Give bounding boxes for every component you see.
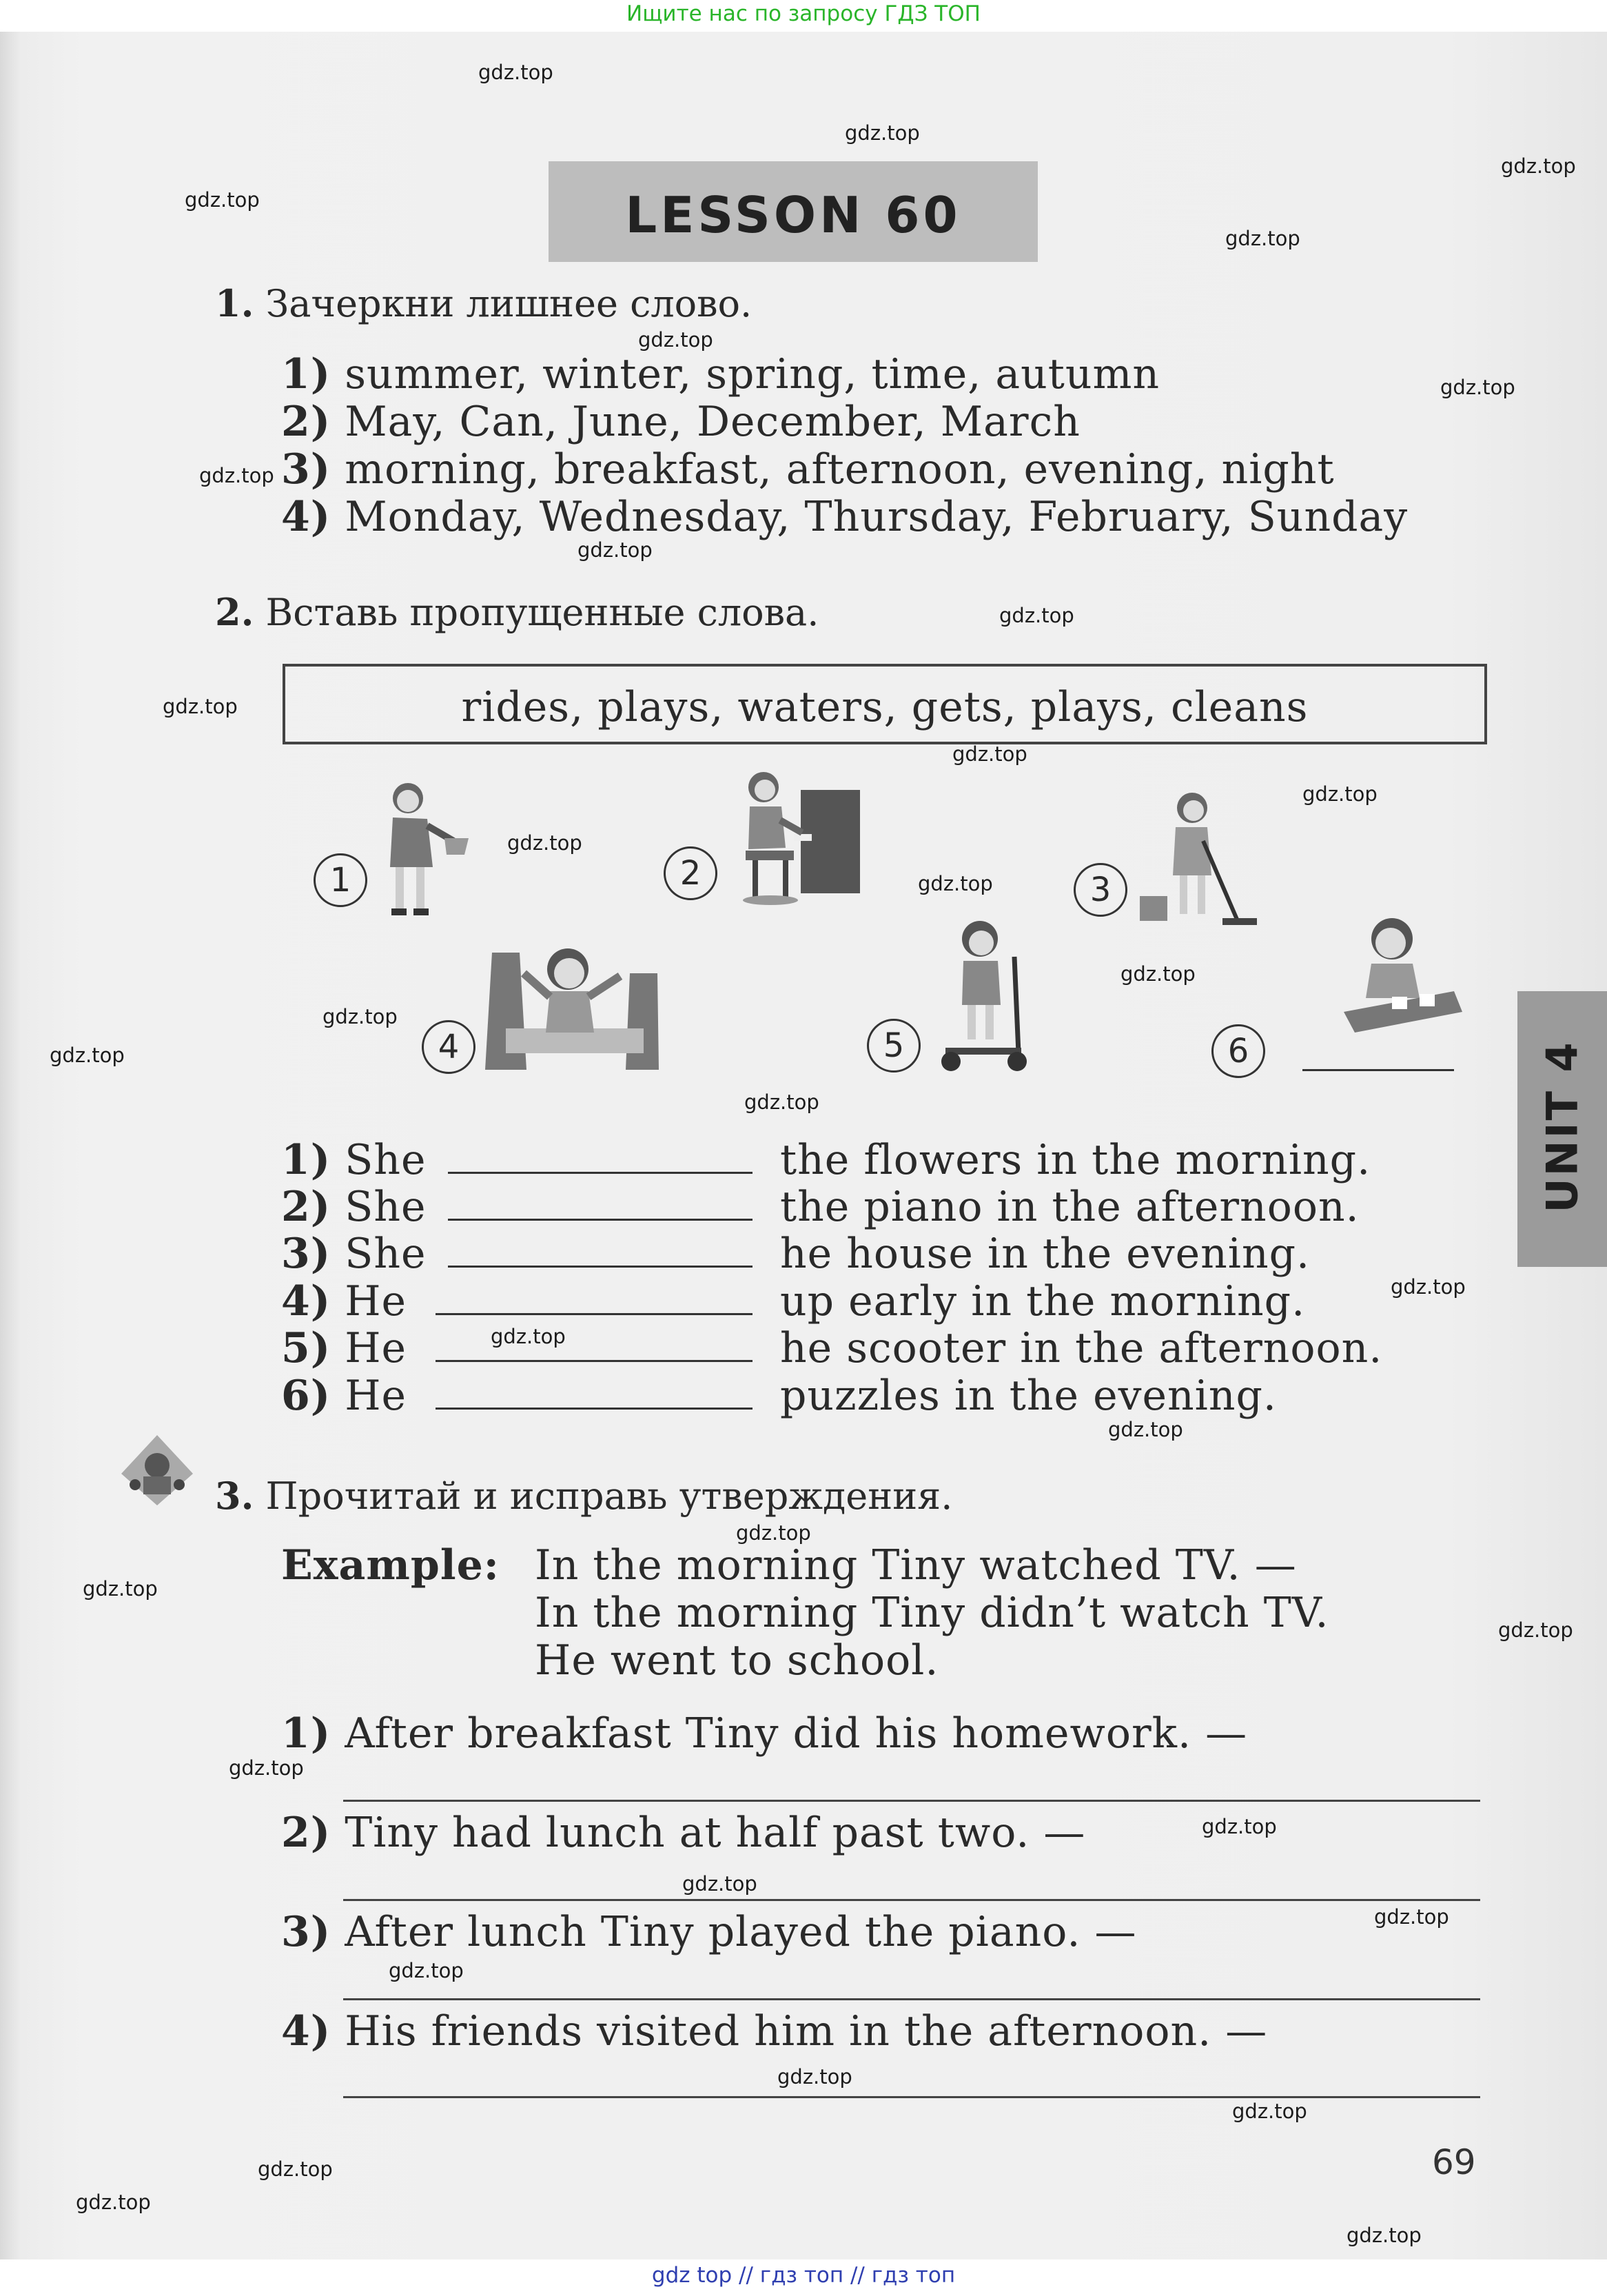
- watermark: gdz.top: [389, 1959, 464, 1982]
- answer-blank[interactable]: [448, 1172, 753, 1174]
- watermark: gdz.top: [1501, 154, 1576, 178]
- boy-doing-puzzles-illustration: [1316, 908, 1468, 1046]
- task2-item: [281, 1277, 407, 1325]
- picture-number-3: 3: [1074, 863, 1127, 917]
- item-subject: She: [345, 1136, 427, 1184]
- task3-item: [281, 1908, 1137, 1956]
- answer-line[interactable]: [343, 1899, 1480, 1901]
- watermark: gdz.top: [258, 2157, 333, 2181]
- watermark: gdz.top: [736, 1521, 811, 1545]
- watermark: gdz.top: [323, 1005, 398, 1028]
- item-rest: up early in the morning.: [780, 1277, 1306, 1325]
- item-number: 5): [281, 1324, 331, 1372]
- answer-line[interactable]: [343, 2096, 1480, 2098]
- watermark: gdz.top: [1108, 1418, 1183, 1441]
- item-text: His friends visited him in the afternoon. —: [345, 2007, 1268, 2055]
- item-text: May, Can, June, December, March: [345, 398, 1081, 446]
- item-rest: the flowers in the morning.: [780, 1136, 1371, 1184]
- watermark: gdz.top: [491, 1325, 566, 1348]
- task1-title: Зачеркни лишнее слово.: [265, 282, 753, 325]
- top-banner: [0, 0, 1607, 32]
- watermark: gdz.top: [507, 831, 582, 855]
- answer-blank[interactable]: [436, 1313, 753, 1315]
- task2-item: [281, 1136, 426, 1184]
- task3-item: [281, 2007, 1267, 2055]
- item-rest: puzzles in the evening.: [780, 1372, 1277, 1420]
- item-number: 6): [281, 1372, 331, 1420]
- task2-number: 2.: [215, 590, 254, 634]
- task3-title: Прочитай и исправь утверждения.: [265, 1474, 953, 1518]
- item-subject: He: [345, 1372, 407, 1420]
- watermark: gdz.top: [185, 188, 260, 212]
- task1-number: 1.: [215, 281, 254, 325]
- task1-item: [281, 445, 1335, 494]
- item-number: 4): [281, 493, 331, 541]
- boy-riding-scooter-illustration: [932, 915, 1035, 1074]
- task3-heading: [215, 1474, 952, 1518]
- item-text: morning, breakfast, afternoon, evening, night: [345, 445, 1335, 494]
- watermark: gdz.top: [744, 1090, 819, 1114]
- item-text: Monday, Wednesday, Thursday, February, Sunday: [345, 493, 1409, 541]
- watermark: gdz.top: [999, 604, 1074, 627]
- item-number: 2): [281, 1183, 331, 1231]
- watermark: gdz.top: [478, 61, 553, 84]
- task1-item: [281, 398, 1081, 446]
- picture-number-6: 6: [1211, 1024, 1265, 1078]
- boy-getting-up-illustration: [478, 925, 664, 1084]
- robot-tiny-icon: [116, 1432, 198, 1508]
- word-bank-text: rides, plays, waters, gets, plays, cleans: [461, 683, 1309, 731]
- watermark: gdz.top: [682, 1872, 757, 1896]
- task3-number: 3.: [215, 1474, 254, 1518]
- girl-cleaning-illustration: [1134, 786, 1258, 931]
- watermark: gdz.top: [50, 1044, 125, 1067]
- lesson-header: [549, 161, 1038, 262]
- top-banner-link[interactable]: Ищите нас по запросу ГДЗ ТОП: [626, 1, 981, 26]
- watermark: gdz.top: [1347, 2224, 1422, 2247]
- page-number: 69: [1432, 2142, 1476, 2182]
- watermark: gdz.top: [845, 121, 920, 145]
- item-subject: She: [345, 1230, 427, 1278]
- item-rest: he house in the evening.: [780, 1230, 1311, 1278]
- item-number: 3): [281, 1908, 331, 1956]
- item-number: 1): [281, 350, 331, 398]
- picture-number-2: 2: [664, 846, 717, 900]
- unit-tab: [1517, 991, 1607, 1267]
- item-subject: He: [345, 1324, 407, 1372]
- watermark: gdz.top: [1374, 1905, 1449, 1929]
- watermark: gdz.top: [1232, 2100, 1307, 2123]
- watermark: gdz.top: [638, 328, 713, 352]
- girl-playing-piano-illustration: [725, 765, 863, 913]
- bottom-banner-link[interactable]: gdz top // гдз топ // гдз топ: [651, 2263, 956, 2288]
- task2-item: [281, 1324, 407, 1372]
- task2-title: Вставь пропущенные слова.: [265, 591, 819, 634]
- watermark: gdz.top: [1202, 1815, 1277, 1838]
- picture-number-5: 5: [867, 1019, 921, 1073]
- watermark: gdz.top: [952, 742, 1027, 766]
- word-bank: [283, 664, 1487, 744]
- item-rest: he scooter in the afternoon.: [780, 1324, 1383, 1372]
- watermark: gdz.top: [229, 1756, 304, 1780]
- watermark: gdz.top: [76, 2191, 151, 2214]
- item-text: After lunch Tiny played the piano. —: [345, 1908, 1137, 1956]
- watermark: gdz.top: [1498, 1618, 1573, 1642]
- example-line: In the morning Tiny watched TV. —: [535, 1541, 1297, 1589]
- watermark: gdz.top: [1391, 1275, 1466, 1299]
- item-text: summer, winter, spring, time, autumn: [345, 350, 1160, 398]
- answer-blank[interactable]: [436, 1360, 753, 1362]
- answer-line[interactable]: [343, 1998, 1480, 2000]
- girl-watering-flowers-illustration: [365, 778, 475, 922]
- watermark: gdz.top: [918, 872, 993, 895]
- picture-number-4: 4: [422, 1020, 475, 1074]
- task3-item: [281, 1709, 1247, 1758]
- task2-item: [281, 1372, 407, 1420]
- item-subject: He: [345, 1277, 407, 1325]
- example-line: In the morning Tiny didn’t watch TV.: [535, 1589, 1329, 1637]
- watermark: gdz.top: [1440, 376, 1515, 399]
- item-text: Tiny had lunch at half past two. —: [345, 1809, 1086, 1857]
- task2-heading: [215, 590, 819, 634]
- lesson-title: LESSON 60: [625, 186, 961, 244]
- task1-item: [281, 493, 1408, 541]
- watermark: gdz.top: [199, 464, 274, 487]
- item-text: After breakfast Tiny did his homework. —: [345, 1709, 1248, 1758]
- example-line: He went to school.: [535, 1636, 939, 1685]
- task1-heading: [215, 281, 752, 325]
- task2-item: [281, 1183, 426, 1231]
- answer-line[interactable]: [343, 1800, 1480, 1802]
- task1-item: [281, 350, 1160, 398]
- item-number: 4): [281, 1277, 331, 1325]
- item-number: 2): [281, 1809, 331, 1857]
- watermark: gdz.top: [83, 1577, 158, 1601]
- watermark: gdz.top: [1225, 227, 1300, 250]
- task2-item: [281, 1230, 426, 1278]
- task3-item: [281, 1809, 1085, 1857]
- answer-blank[interactable]: [436, 1408, 753, 1410]
- watermark: gdz.top: [777, 2065, 852, 2089]
- item-number: 3): [281, 1230, 331, 1278]
- item-number: 1): [281, 1136, 331, 1184]
- answer-blank[interactable]: [448, 1219, 753, 1221]
- item-number: 3): [281, 445, 331, 494]
- item-number: 4): [281, 2007, 331, 2055]
- watermark: gdz.top: [1302, 782, 1378, 806]
- example-label: Example:: [281, 1541, 500, 1589]
- picture-6-line: [1302, 1069, 1454, 1071]
- item-number: 1): [281, 1709, 331, 1758]
- item-number: 2): [281, 398, 331, 446]
- watermark: gdz.top: [577, 538, 653, 562]
- item-rest: the piano in the afternoon.: [780, 1183, 1360, 1231]
- answer-blank[interactable]: [448, 1266, 753, 1268]
- watermark: gdz.top: [163, 695, 238, 718]
- picture-number-1: 1: [314, 853, 367, 907]
- unit-label: UNIT 4: [1537, 1040, 1588, 1213]
- item-subject: She: [345, 1183, 427, 1231]
- watermark: gdz.top: [1120, 962, 1196, 986]
